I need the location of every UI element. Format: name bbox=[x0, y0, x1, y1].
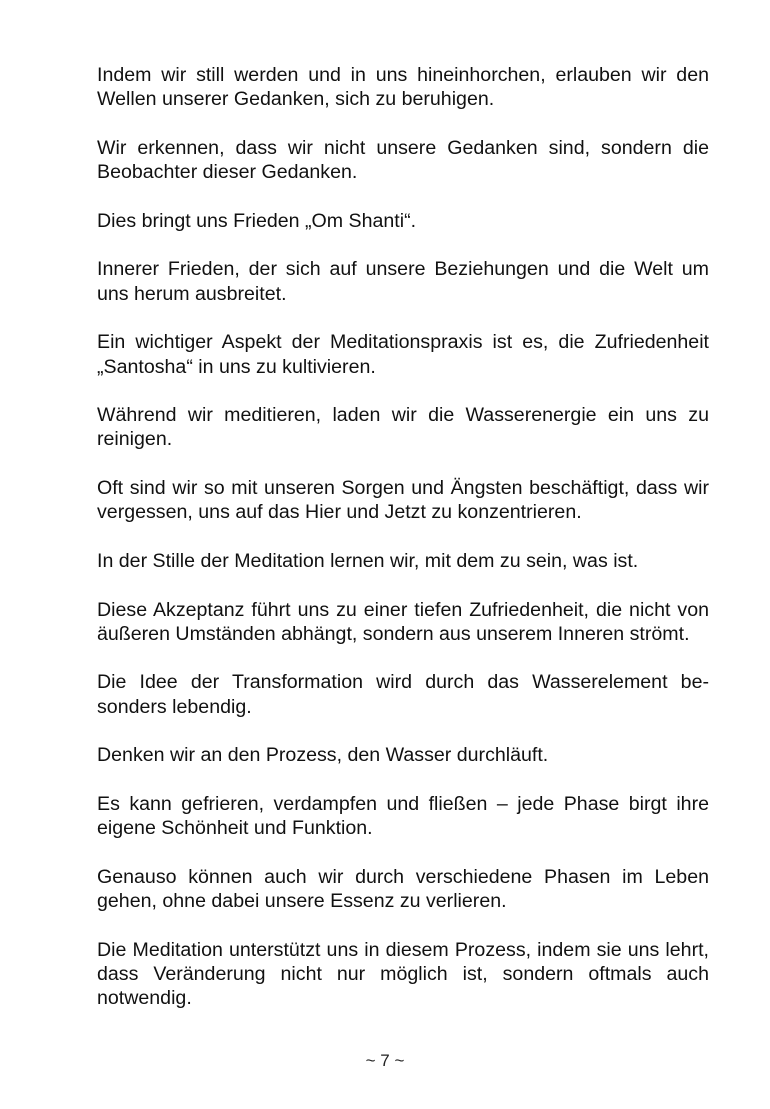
paragraph: Oft sind wir so mit unseren Sorgen und Ängsten beschäftigt, dass wir vergessen, uns auf das Hier und Jetzt zu konzentrieren. bbox=[97, 477, 709, 524]
paragraph: Wir erkennen, dass wir nicht unsere Gedanken sind, sondern die Beobachter dieser Gedanken. bbox=[97, 136, 709, 184]
paragraph: Denken wir an den Prozess, den Wasser durchläuft. bbox=[97, 744, 549, 767]
paragraph: Die Idee der Transformation wird durch das Wasserelement besonders lebendig. bbox=[97, 671, 709, 718]
paragraph: In der Stille der Meditation lernen wir, mit dem zu sein, was ist. bbox=[97, 549, 639, 572]
page-number: ~ 7 ~ bbox=[365, 1051, 405, 1070]
paragraph: Es kann gefrieren, verdampfen und fließen – jede Phase birgt ihre eigene Schönheit und Funktion. bbox=[97, 792, 709, 840]
paragraph: Während wir meditieren, laden wir die Wasserenergie ein uns zu reinigen. bbox=[97, 404, 709, 451]
paragraph: Innerer Frieden, der sich auf unsere Beziehungen und die Welt um uns herum ausbreitet. bbox=[97, 258, 709, 305]
paragraph: Genauso können auch wir durch verschiedene Phasen im Leben gehen, ohne dabei unsere Essenz zu verlieren. bbox=[97, 865, 709, 913]
paragraph: Die Meditation unterstützt uns in diesem Prozess, indem sie uns lehrt, dass Veränderung nicht nur möglich ist, sondern oftmals auch notwendig. bbox=[97, 938, 709, 1010]
paragraph: Indem wir still werden und in uns hineinhorchen, erlauben wir den Wellen unserer Gedanken, sich zu beruhigen. bbox=[97, 64, 709, 111]
paragraph: Dies bringt uns Frieden „Om Shanti“. bbox=[97, 209, 417, 232]
paragraph: Diese Akzeptanz führt uns zu einer tiefen Zufriedenheit, die nicht von äußeren Umständen abhängt, sondern aus unserem Inneren strömt. bbox=[97, 598, 709, 645]
body-text bbox=[97, 63, 709, 1035]
paragraph: Ein wichtiger Aspekt der Meditationspraxis ist es, die Zufriedenheit „Santosha“ in uns zu kultivieren. bbox=[97, 331, 709, 378]
